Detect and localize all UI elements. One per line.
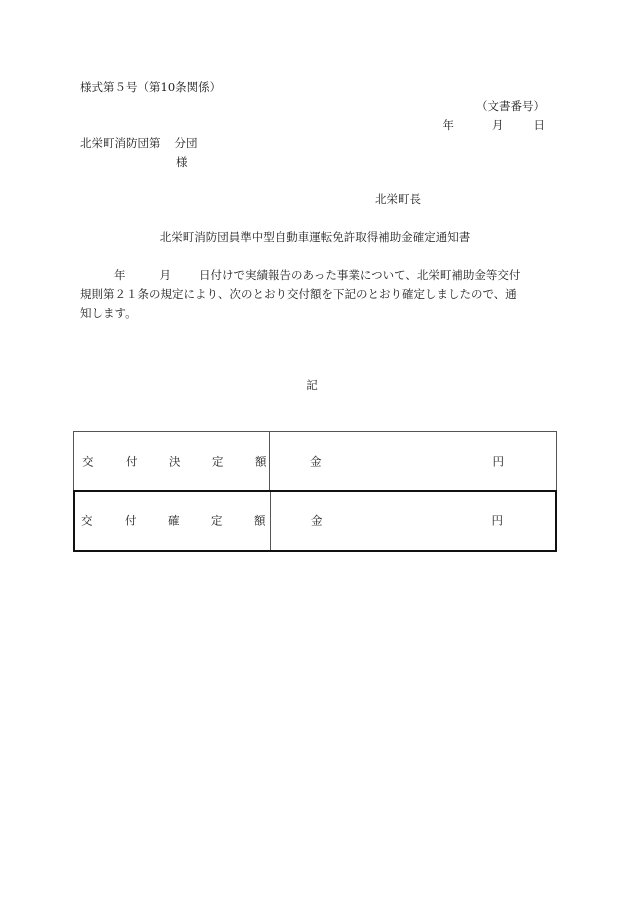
currency-prefix: 金	[310, 453, 322, 468]
body-text	[80, 266, 550, 323]
addressee-unit: 分団	[174, 136, 198, 150]
date-day: 日	[533, 118, 545, 132]
body-line-3: 知します。	[80, 306, 137, 320]
confirmed-amount-row	[73, 490, 557, 552]
addressee-honorific: 様	[176, 155, 188, 169]
confirmed-amount-value	[271, 492, 555, 550]
label-char: 定	[211, 513, 223, 528]
currency-unit: 円	[492, 453, 504, 468]
decided-amount-label	[74, 432, 270, 491]
document-title: 北栄町消防団員準中型自動車運転免許取得補助金確定通知書	[159, 230, 471, 244]
decided-amount-value	[270, 432, 556, 491]
body-line-2: 規則第２１条の規定により、次のとおり交付額を下記のとおり確定しましたので、通	[80, 287, 517, 301]
addressee-org: 北栄町消防団第	[80, 136, 161, 150]
currency-prefix: 金	[311, 513, 323, 528]
issue-date	[443, 120, 546, 132]
body-year: 年	[114, 268, 126, 282]
label-char: 決	[169, 453, 181, 468]
label-char: 定	[212, 453, 224, 468]
date-year: 年	[442, 118, 454, 132]
label-char: 交	[81, 513, 93, 528]
addressee	[80, 138, 198, 150]
note-heading: 記	[306, 378, 318, 392]
confirmed-amount-label	[75, 492, 271, 550]
body-month: 月	[159, 268, 171, 282]
label-char: 付	[126, 453, 138, 468]
label-char: 額	[254, 513, 266, 528]
decided-amount-row	[73, 431, 557, 491]
date-month: 月	[492, 118, 504, 132]
label-char: 額	[255, 453, 267, 468]
label-char: 付	[125, 513, 137, 528]
sender: 北栄町長	[375, 192, 421, 206]
label-char: 交	[82, 453, 94, 468]
body-line-1	[80, 266, 550, 285]
body-line-1-rest: 日付けで実績報告のあった事業について、北栄町補助金等交付	[199, 268, 521, 282]
label-char: 確	[168, 513, 180, 528]
document-number: （文書番号）	[476, 99, 545, 113]
currency-unit: 円	[491, 513, 503, 528]
form-number: 様式第５号（第10条関係）	[80, 80, 222, 94]
